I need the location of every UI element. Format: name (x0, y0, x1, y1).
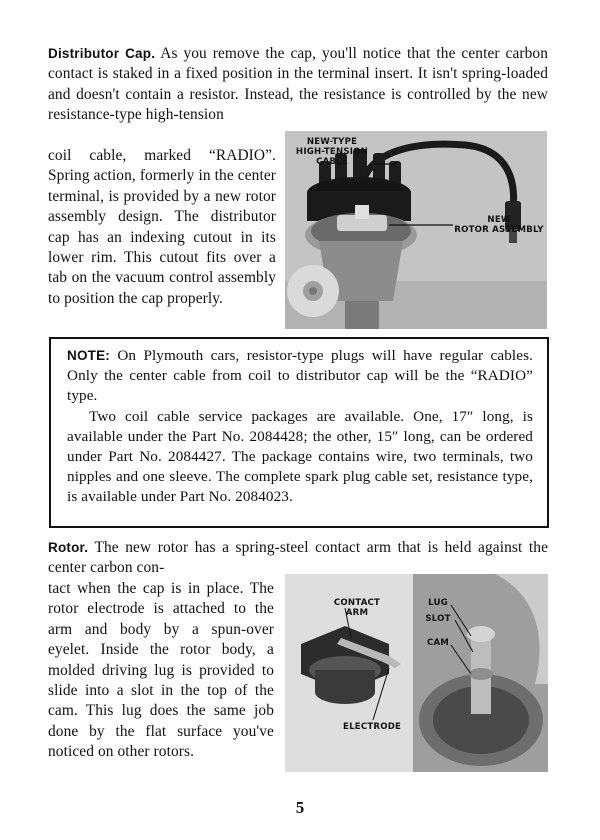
note-paragraph (67, 346, 533, 407)
distributor-cap-wrap-text: coil cable, marked “RADIO”. Spring action, formerly in the center terminal, is provided by a new rotor assembly design. The distributor cap has an indexing cutout in its lower rim. This cutout fits over a tab on the vacuum control assembly to position the cap properly. (48, 147, 276, 307)
distributor-cap-paragraph (48, 44, 548, 126)
rotor-intro-text: The new rotor has a spring-steel contact arm that is held against the center carbon con- (48, 539, 549, 577)
distributor-cap-intro (48, 44, 548, 126)
distributor-cap-heading: Distributor Cap. (48, 46, 156, 61)
label-contact-arm: CONTACT ARM (333, 598, 381, 618)
rotor-photo (285, 574, 548, 772)
rotor-paragraph (48, 538, 548, 579)
label-new-type-cable: NEW-TYPE HIGH-TENSION CABLE (295, 137, 369, 167)
rotor-wrap (48, 579, 274, 763)
page-number: 5 (295, 798, 305, 817)
note-text: On Plymouth cars, resistor-type plugs will have regular cables. Only the center cable from coil to distributor cap will be the “RADIO” type. (67, 347, 533, 405)
rotor-wrap-text: tact when the cap is in place. The rotor electrode is attached to the arm and body by a spun-over eyelet. Inside the rotor body, a molded driving lug is provided to slide into a slot in the top of the cam. This lug does the same job done by the flat surface you've noticed on other rotors. (48, 580, 274, 761)
rotor-intro (48, 538, 548, 579)
note-packages-paragraph: Two coil cable service packages are available. One, 17″ long, is available under the Part No. 2084428; the other, 15″ long, can be ordered under Part No. 2084427. The package contains wire, two terminals, two nipples and one sleeve. The complete spark plug cable set, resistance type, is available under Part No. 2084023. (67, 407, 533, 506)
label-cam: CAM (426, 638, 450, 648)
distributor-cap-wrap (48, 146, 276, 309)
label-new-rotor-assembly: NEW ROTOR ASSEMBLY (454, 215, 544, 235)
label-lug: LUG (428, 598, 448, 608)
distributor-photo (285, 131, 547, 329)
distributor-cap-intro-text: As you remove the cap, you'll notice that the center carbon contact is staked in a fixed position in the terminal insert. It isn't spring-loaded and doesn't contain a resistor. Instead, the resistance is controlled by the new resistance-type high-tension (48, 45, 548, 124)
label-electrode: ELECTRODE (343, 722, 402, 732)
note-box (49, 337, 549, 528)
rotor-heading: Rotor. (48, 540, 89, 555)
label-slot: SLOT (425, 614, 451, 624)
note-label: NOTE: (67, 348, 110, 363)
